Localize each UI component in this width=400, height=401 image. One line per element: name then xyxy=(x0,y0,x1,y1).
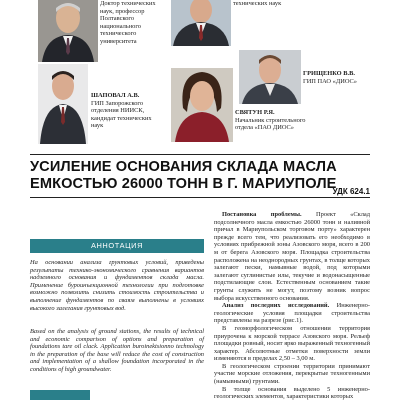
paragraph-geology: В геологическом строении территории принимают участие морские отложения, перекрытые техногенными (намывными) грунтами. xyxy=(214,362,370,386)
annotation-en: Based on the analysis of ground stations, the results of technical and economic comparison of options and preparation of foundations tare oil clack. Application buroinektsionno technology in the preparation of the base will reduce the cost of construction and implementation of a shallow foundation incorporated in the conditions of high groundwater. xyxy=(30,328,204,373)
udk-code: УДК 624.1 xyxy=(332,187,370,196)
author-5-position: Начальник строительного отдела «ПАО ДИОС» xyxy=(235,116,306,132)
author-4-name: ШАПОВАЛ А.В. xyxy=(91,92,140,99)
author-caption-3 xyxy=(303,70,373,85)
author-3-name: ГРИЩЕНКО В.В. xyxy=(303,70,355,77)
author-4-position: ГИП Запорожского отделения НИИСК, кандидат технических наук xyxy=(91,99,152,130)
paragraph-geomorph: В геоморфологическом отношении территория приурочена к морской террасе Азовского моря. Рельеф площадки ровный, носит ярко выраженный техногенный характер. Абсолютные отметки поверхности земли изменяются в пределах 2,50 – 3,00 м. xyxy=(214,324,370,363)
title-bottom-rule xyxy=(30,197,370,198)
paragraph-analysis xyxy=(214,302,370,325)
paragraph-problem xyxy=(214,211,370,302)
annotation-heading: АННОТАЦИЯ xyxy=(30,239,204,253)
portrait-man-3-icon xyxy=(239,50,301,104)
article-body xyxy=(214,211,370,401)
author-caption-4 xyxy=(91,92,165,130)
title-top-rule xyxy=(30,154,370,155)
paragraph-analysis-lead: Анализ последних исследований. xyxy=(222,302,330,310)
author-photo-5 xyxy=(171,68,233,142)
author-caption-5 xyxy=(235,109,315,132)
author-photo-4 xyxy=(38,64,88,144)
author-5-name: СВЯТУН Р.Я. xyxy=(235,109,275,116)
article-title: УСИЛЕНИЕ ОСНОВАНИЯ СКЛАДА МАСЛА ЕМКОСТЬЮ 26000 ТОНН В Г. МАРИУПОЛЕ xyxy=(30,159,337,192)
paragraph-problem-text: Проект «Склад подсолнечного масла емкостью 26000 тонн и наливной причал в Мариупольском торговом порту» характерен прежде всего тем, что реализовать его необходимо в условиях прибрежной зоны Азовского моря, всего в 200 м от берега Азовского моря. Площадка строительства расположена на неоднородных грунтах, в толще которых залегают пески, намывные водой, под которыми залегают суглинистые илы, текучие и водонасыщенные подстилающие слои. Естественным основанием такие грунты служить не могут, поэтому возник вопрос выбора искусственного основания. xyxy=(214,211,370,302)
portrait-man-2-icon xyxy=(171,0,231,46)
portrait-man-1-icon xyxy=(38,0,98,62)
author-photo-3 xyxy=(239,50,301,104)
paragraph-analysis-text: Инженерно-геологические условия площадки строительства представлены на разрезе (рис.1). xyxy=(214,302,370,325)
portrait-man-4-icon xyxy=(38,64,88,144)
annotation-ru: На основании анализа грунтовых условий, приведены результаты технико-экономического сравнения вариантов надземного основания и фундаментов склада масла. Применение буроинъекционной технологии при подготовке возможно позволить снизить стоимость строительства и выполнение фундаментов по сваям выполнены в условиях высокого залегания грунтовых вод. xyxy=(30,259,204,312)
portrait-woman-icon xyxy=(171,68,233,142)
author-photo-1 xyxy=(38,0,98,62)
decorative-corner-bar xyxy=(30,390,90,400)
author-1-position: Доктор технических наук, профессор Полтавского национального технического университета xyxy=(100,0,156,45)
paragraph-elements: В толще основания выделено 5 инженерно-геологических элементов, характеристики которых xyxy=(214,385,370,401)
paragraph-problem-lead: Постановка проблемы. xyxy=(222,211,302,218)
author-3-position: ГИП ПАО «ДИОС» xyxy=(303,77,357,85)
author-2-position: технических наук xyxy=(233,0,282,7)
author-caption-1 xyxy=(100,0,166,46)
author-caption-2 xyxy=(233,0,299,8)
author-photo-2 xyxy=(171,0,231,46)
